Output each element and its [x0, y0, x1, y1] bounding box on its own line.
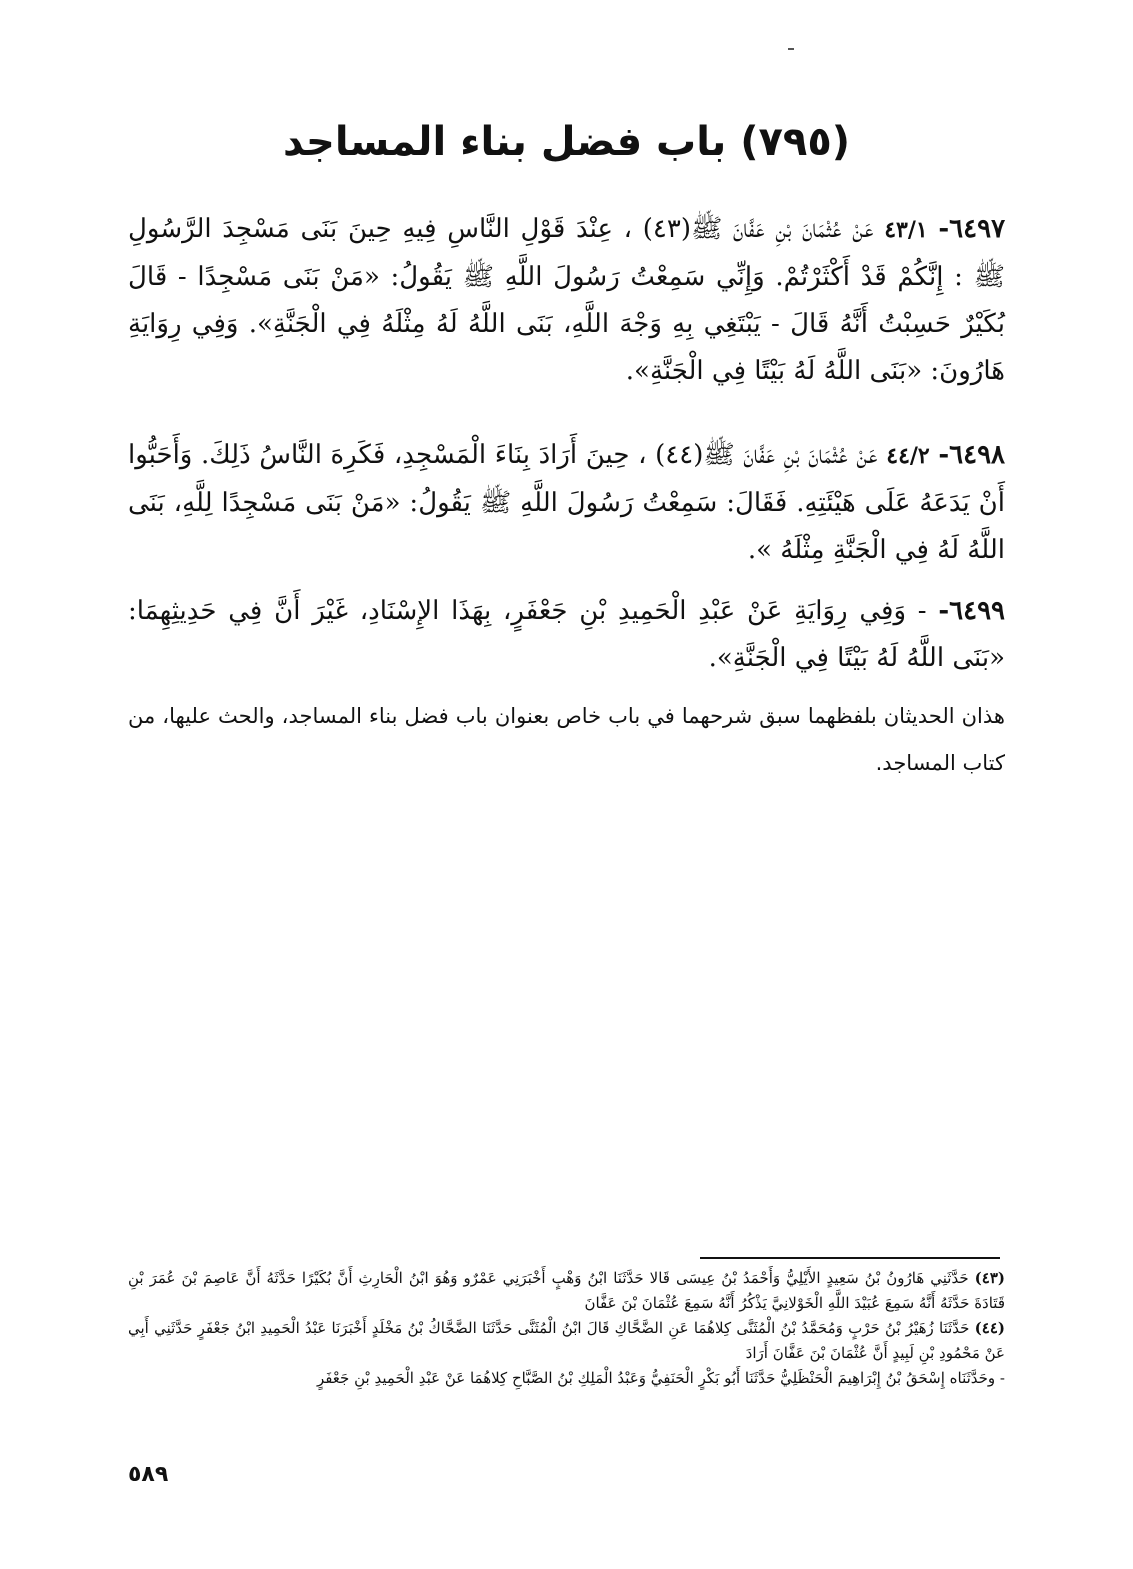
hadith-ref: ٤٣/١ [884, 217, 928, 243]
hadith-number: ٦٤٩٧- [938, 214, 1006, 244]
footnote-divider [700, 1257, 1000, 1259]
hadith-6499 [128, 588, 1005, 682]
scan-speck [788, 48, 794, 50]
hadith-text: عَنْ عُثْمَانَ بْنِ عَفَّانَ ﷺ(٤٤) ، حِينَ أَرَادَ بِنَاءَ الْمَسْجِدِ، فَكَرِهَ النَّاسُ ذَلِكَ. وَأَحَبُّوا أَنْ يَدَعَهُ عَلَى هَيْئَتِهِ. فَقَالَ: سَمِعْتُ رَسُولَ اللَّهِ ﷺ يَقُولُ: «مَنْ بَنَى مَسْجِدًا لِلَّهِ، بَنَى اللَّهُ لَهُ فِي الْجَنَّةِ مِثْلَهُ ». [128, 440, 1005, 565]
commentary-paragraph: هذان الحديثان بلفظهما سبق شرحهما في باب خاص بعنوان باب فضل بناء المساجد، والحث عليها، من كتاب المساجد. [128, 704, 1005, 775]
hadith-6498 [128, 432, 1005, 574]
chapter-title: (٧٩٥) باب فضل بناء المساجد [282, 119, 851, 165]
hadith-number: ٦٤٩٨- [938, 440, 1006, 470]
hadith-number: ٦٤٩٩- [938, 596, 1006, 626]
footnote-text: حَدَّثَنَا زُهَيْرُ بْنُ حَرْبٍ وَمُحَمَّدُ بْنُ الْمُثَنَّى كِلاهُمَا عَنِ الضَّحَّاكِ قَالَ ابْنُ الْمُثَنَّى حَدَّثَنَا الضَّحَّاكُ بْنُ مَخْلَدٍ أَخْبَرَنَا عَبْدُ الْحَمِيدِ ابْنُ جَعْفَرٍ حَدَّثَنِي أَبِي عَنْ مَحْمُودِ بْنِ لَبِيدٍ أَنَّ عُثْمَانَ بْنَ عَفَّانَ أَرَادَ [128, 1319, 1005, 1362]
hadith-text: عَنْ عُثْمَانَ بْنِ عَفَّانَ ﷺ(٤٣) ، عِنْدَ قَوْلِ النَّاسِ فِيهِ حِينَ بَنَى مَسْجِدَ الرَّسُولِ ﷺ : إِنَّكُمْ قَدْ أَكْثَرْتُمْ. وَإِنِّي سَمِعْتُ رَسُولَ اللَّهِ ﷺ يَقُولُ: «مَنْ بَنَى مَسْجِدًا - قَالَ بُكَيْرٌ حَسِبْتُ أَنَّهُ قَالَ - يَبْتَغِي بِهِ وَجْهَ اللَّهِ، بَنَى اللَّهُ لَهُ مِثْلَهُ فِي الْجَنَّةِ». وَفِي رِوَايَةِ هَارُونَ: «بَنَى اللَّهُ لَهُ بَيْتًا فِي الْجَنَّةِ». [128, 214, 1005, 386]
hadith-text: - وَفِي رِوَايَةِ عَنْ عَبْدِ الْحَمِيدِ بْنِ جَعْفَرٍ، بِهَذَا الإِسْنَادِ، غَيْرَ أَنَّ فِي حَدِيثِهِمَا: «بَنَى اللَّهُ لَهُ بَيْتًا فِي الْجَنَّةِ». [128, 596, 1005, 673]
hadith-6497 [128, 206, 1005, 395]
page-number: ٥٨٩ [128, 1462, 169, 1487]
hadith-ref: ٤٤/٢ [886, 443, 930, 469]
footnote-44-continuation [128, 1366, 1005, 1391]
footnote-44 [128, 1316, 1005, 1366]
footnote-mark: (٤٤) [974, 1319, 1005, 1337]
footnote-43 [128, 1266, 1005, 1316]
footnote-text: - وحَدَّثَنَاه إِسْحَقُ بْنُ إِبْرَاهِيمَ الْحَنْظَلِيُّ حَدَّثَنَا أَبُو بَكْرٍ الْحَنَفِيُّ وَعَبْدُ الْمَلِكِ بْنُ الصَّبَّاحِ كِلاهُمَا عَنْ عَبْدِ الْحَمِيدِ بْنِ جَعْفَرٍ [316, 1369, 1005, 1387]
footnotes [128, 1266, 1005, 1391]
footnote-text: حَدَّثَنِي هَارُونُ بْنُ سَعِيدٍ الأَيْلِيُّ وَأَحْمَدُ بْنُ عِيسَى قَالا حَدَّثَنَا ابْنُ وَهْبٍ أَخْبَرَنِي عَمْرٌو وَهُوَ ابْنُ الْحَارِثِ أَنَّ بُكَيْرًا حَدَّثَهُ أَنَّ عَاصِمَ بْنَ عُمَرَ بْنِ قَتَادَةَ حَدَّثَهُ أَنَّهُ سَمِعَ عُبَيْدَ اللَّهِ الْخَوْلانِيَّ يَذْكُرُ أَنَّهُ سَمِعَ عُثْمَانَ بْنَ عَفَّانَ [128, 1269, 1005, 1312]
footnote-mark: (٤٣) [974, 1269, 1005, 1287]
